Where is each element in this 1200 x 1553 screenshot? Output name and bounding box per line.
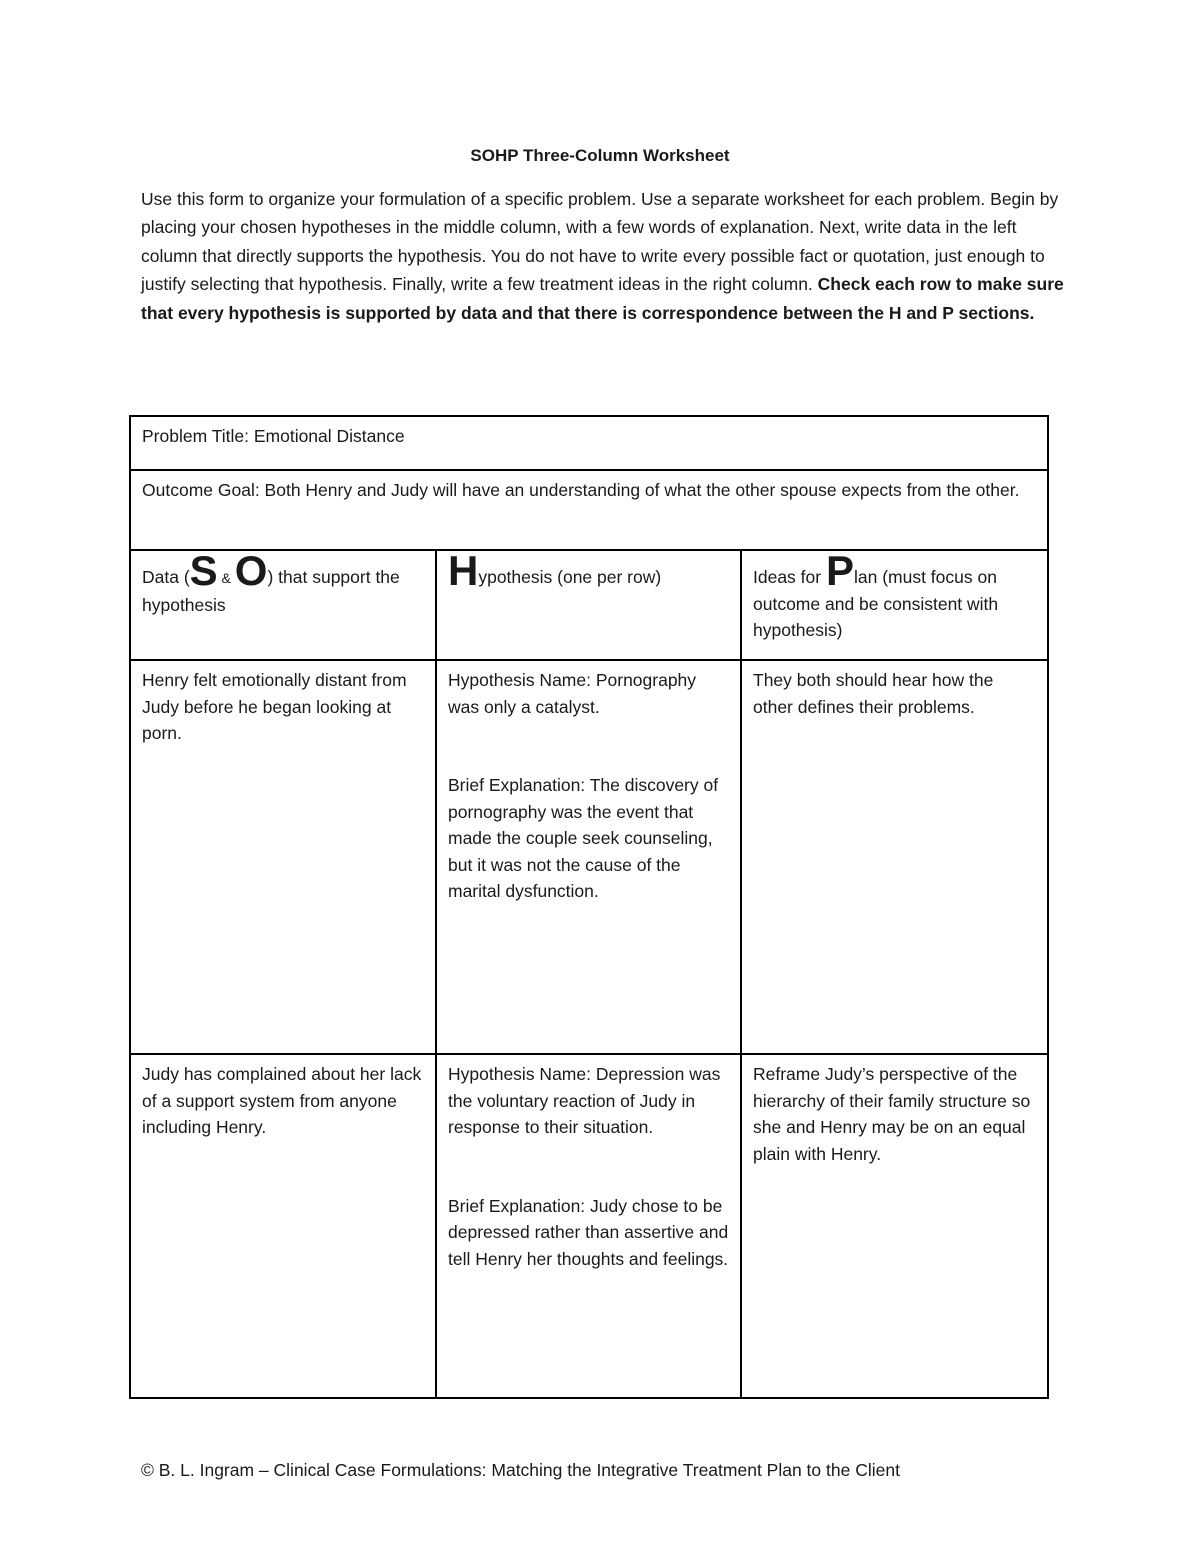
hypothesis-column-header — [436, 547, 741, 660]
hypothesis-explanation: Brief Explanation: The discovery of pornography was the event that made the couple seek counseling, but it was not the cause of the marital dysfunction. — [448, 775, 719, 901]
instructions-text: Use this form to organize your formulation of a specific problem. Use a separate worksheet for each problem. Begin by placing your chosen hypotheses in the middle column, with a few words of explanation. Next, write data in the left column that directly supports the hypothesis. You do not have to write every possible fact or quotation, just enough to justify selecting that hypothesis. Finally, write a few treatment ideas in the right column. — [141, 189, 1059, 295]
table-row — [130, 1054, 1048, 1398]
plan-header-prefix: Ideas for — [753, 567, 826, 587]
plan-header-suffix: lan (must focus on outcome and be consistent with hypothesis) — [753, 567, 999, 640]
big-letter-h: H — [448, 547, 479, 594]
problem-title-row — [130, 416, 1048, 470]
big-letter-p: P — [825, 547, 854, 594]
copyright-footer: © B. L. Ingram – Clinical Case Formulations: Matching the Integrative Treatment Plan to the Client — [141, 1460, 900, 1480]
outcome-goal-row — [130, 470, 1048, 550]
hypothesis-name: Hypothesis Name: Depression was the voluntary reaction of Judy in response to their situation. — [448, 1064, 721, 1137]
sohp-worksheet-table — [129, 415, 1049, 1399]
data-header-prefix: Data ( — [142, 567, 190, 587]
plan-cell: They both should hear how the other defines their problems. — [741, 660, 1048, 1054]
data-column-header — [130, 547, 436, 660]
page-title: SOHP Three-Column Worksheet — [470, 146, 730, 165]
hypothesis-cell — [436, 660, 741, 1054]
hypothesis-explanation: Brief Explanation: Judy chose to be depressed rather than assertive and tell Henry her thoughts and feelings. — [448, 1195, 729, 1269]
plan-cell: Reframe Judy’s perspective of the hierarchy of their family structure so she and Henry may be on an equal plain with Henry. — [741, 1054, 1048, 1398]
instructions-paragraph — [141, 185, 1071, 327]
hypothesis-header-suffix: ypothesis (one per row) — [478, 567, 662, 587]
hypothesis-cell — [436, 1054, 741, 1398]
outcome-goal-cell: Outcome Goal: Both Henry and Judy will have an understanding of what the other spouse expects from the other. — [130, 470, 1048, 550]
big-letter-s: S — [189, 547, 218, 594]
data-cell: Judy has complained about her lack of a support system from anyone including Henry. — [130, 1054, 436, 1398]
ampersand: & — [217, 570, 235, 586]
plan-column-header — [741, 547, 1048, 660]
problem-title-cell: Problem Title: Emotional Distance — [130, 416, 1048, 470]
data-header-suffix: ) that support the hypothesis — [142, 567, 400, 615]
data-cell: Henry felt emotionally distant from Judy before he began looking at porn. — [130, 660, 436, 1054]
table-row — [130, 660, 1048, 1054]
big-letter-o: O — [234, 547, 268, 594]
column-header-row — [130, 550, 1048, 660]
instructions-bold-text: Check each row to make sure that every hypothesis is supported by data and that there is correspondence between the H and P sections. — [141, 274, 1064, 323]
hypothesis-name: Hypothesis Name: Pornography was only a catalyst. — [448, 670, 697, 717]
